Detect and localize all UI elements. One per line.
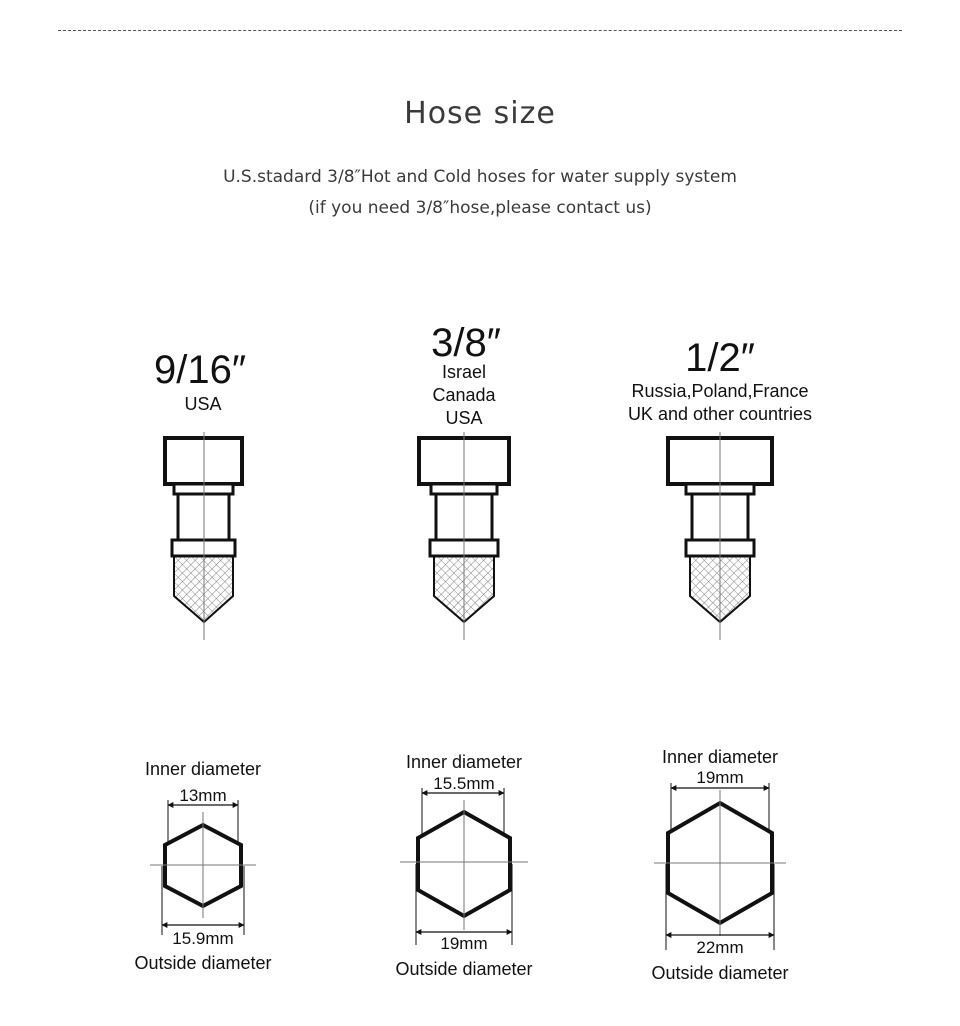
- fitting-group-9-16: [134, 348, 271, 973]
- region-label: Canada: [432, 385, 496, 405]
- hose-fitting-icon: [165, 432, 242, 640]
- outside-diameter-label: Outside diameter: [395, 959, 533, 979]
- region-label: UK and other countries: [627, 404, 813, 424]
- outside-diameter-label: Outside diameter: [651, 963, 789, 983]
- fitting-group-3-8: [395, 321, 532, 979]
- outside-diameter-label: Outside diameter: [134, 953, 272, 973]
- size-label: 1/2″: [685, 336, 755, 380]
- region-label: Israel: [441, 362, 487, 382]
- inner-diameter-value: 19mm: [696, 768, 744, 787]
- page-title: Hose size: [404, 96, 556, 131]
- fitting-group-1-2: [628, 336, 812, 983]
- hexagon-nut-icon: [400, 800, 528, 930]
- region-label: USA: [445, 408, 483, 428]
- inner-diameter-label: Inner diameter: [405, 752, 523, 772]
- hexagon-nut-icon: [150, 812, 256, 918]
- region-label: Russia,Poland,France: [631, 381, 809, 401]
- outside-diameter-value: 19mm: [440, 934, 488, 953]
- subtitle-line-1: U.S.stadard 3/8″Hot and Cold hoses for water supply system: [223, 167, 737, 187]
- inner-diameter-label: Inner diameter: [661, 747, 779, 767]
- size-label: 9/16″: [153, 348, 247, 392]
- hose-fitting-icon: [668, 432, 772, 640]
- hexagon-nut-icon: [654, 790, 786, 936]
- subtitle-line-2: (if you need 3/8″hose,please contact us): [308, 198, 652, 218]
- outside-diameter-value: 15.9mm: [172, 929, 234, 948]
- outside-diameter-value: 22mm: [696, 938, 744, 957]
- inner-diameter-label: Inner diameter: [144, 759, 262, 779]
- inner-diameter-value: 15.5mm: [433, 774, 495, 793]
- hose-fitting-icon: [419, 432, 509, 640]
- size-label: 3/8″: [431, 321, 501, 365]
- region-label: USA: [184, 394, 222, 414]
- inner-diameter-value: 13mm: [179, 786, 227, 805]
